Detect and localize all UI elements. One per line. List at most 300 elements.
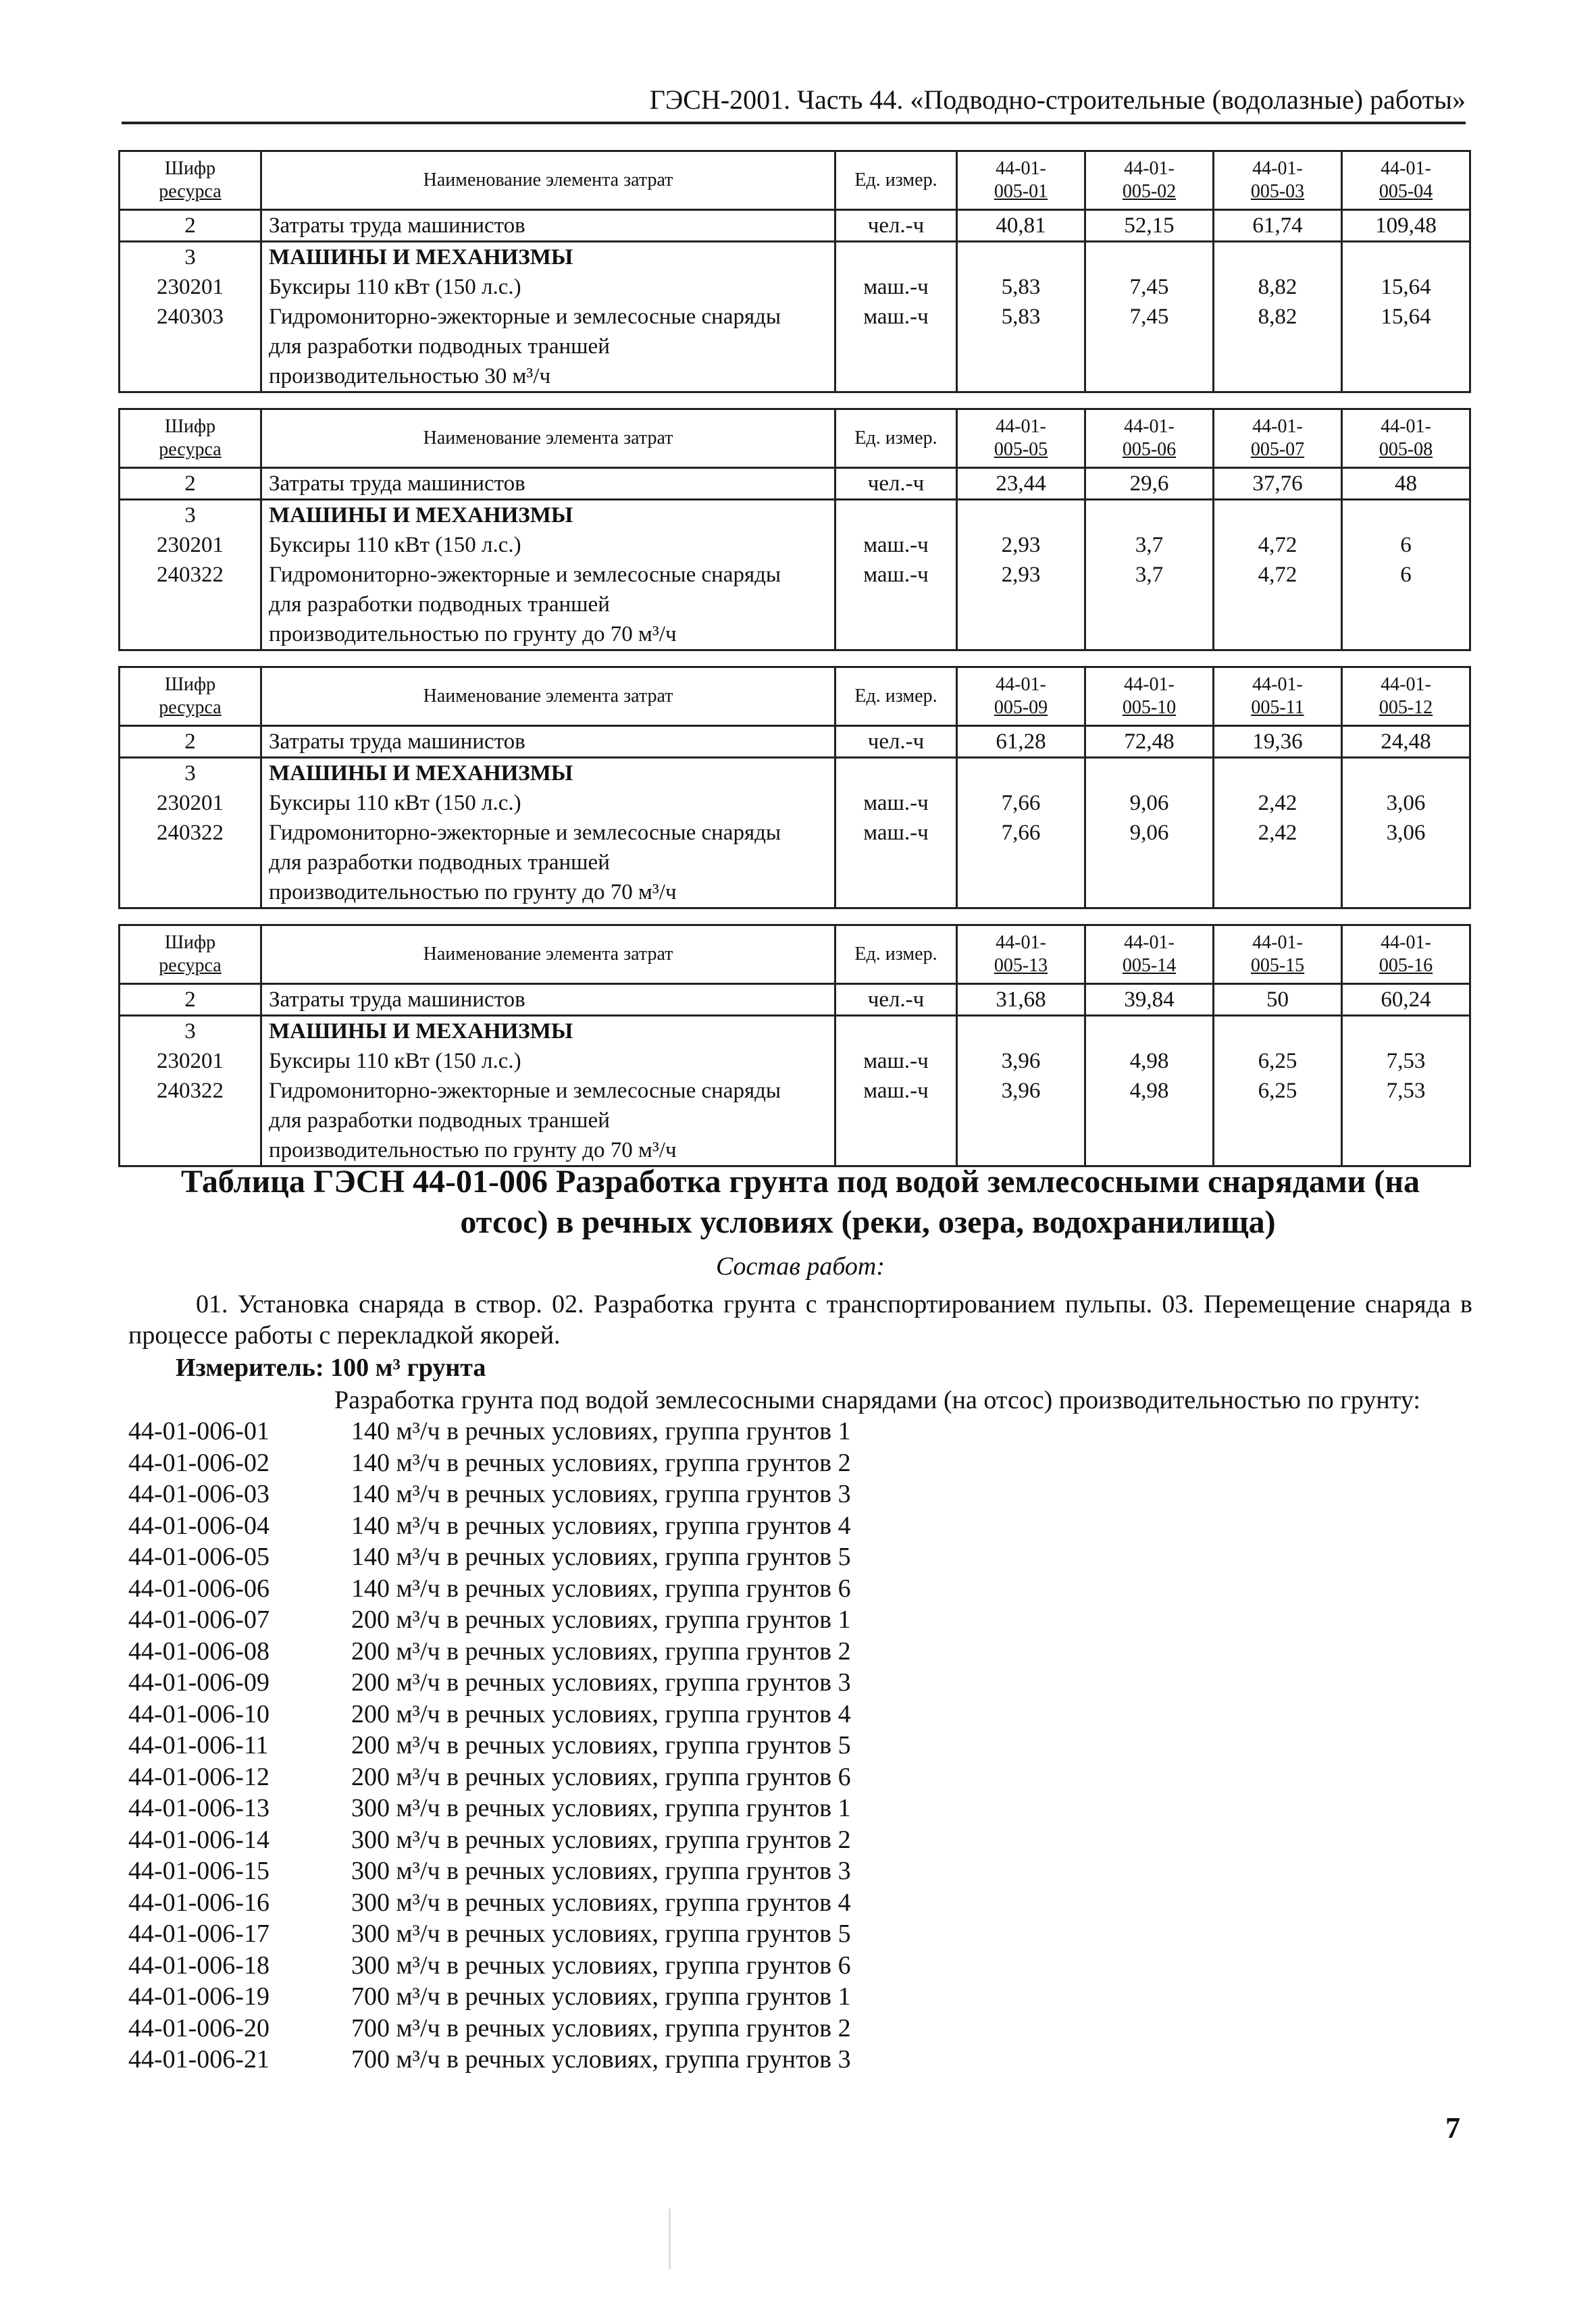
norm-code-part1: 44-01-: [1124, 674, 1175, 695]
value-spacer: [1349, 759, 1462, 788]
tug-value: 7,66: [1001, 791, 1041, 815]
section-title-line1: Таблица ГЭСН 44-01-006 Разработка грунта под водой землесосными снарядами (на: [181, 1164, 1420, 1200]
unit-spacer: [843, 1017, 949, 1046]
norm-item: [128, 1604, 1472, 1636]
norm-code-part2: 005-04: [1379, 181, 1433, 202]
value-spacer: [1349, 500, 1462, 530]
norm-code-part2: 005-10: [1122, 697, 1177, 718]
cell-unit-stack: [835, 242, 957, 392]
labor-row: [120, 210, 1470, 242]
header-cell-unit: Ед. измер.: [835, 409, 957, 468]
header-cell-unit: Ед. измер.: [835, 925, 957, 984]
resource-table: [118, 924, 1471, 1167]
cell-value: 37,76: [1214, 468, 1342, 500]
header-cell-name: Наименование элемента затрат: [261, 667, 835, 726]
cell-value-stack: [1342, 1016, 1470, 1166]
cell-value: 72,48: [1085, 726, 1214, 758]
work-composition-text: 01. Установка снаряда в створ. 02. Разработка грунта с транспортированием пульпы. 03. Перемещение снаряда в процессе работы с перекладкой якорей.: [128, 1290, 1472, 1349]
tug-unit: маш.-ч: [863, 275, 929, 299]
header-cell-norm: [1085, 925, 1214, 984]
norm-item: [128, 1918, 1472, 1950]
norm-item-code: 44-01-006-04: [128, 1511, 269, 1540]
tug-code: 230201: [157, 533, 224, 557]
header-cell-unit: Ед. измер.: [835, 667, 957, 726]
header-cell-norm: [1342, 151, 1470, 210]
scan-fold-mark: [669, 2209, 671, 2269]
value-spacer: [1093, 759, 1206, 788]
norm-code-part1: 44-01-: [1381, 674, 1431, 695]
norm-code-part2: 005-15: [1250, 955, 1305, 976]
norm-item-text: 700 м³/ч в речных условиях, группа грунтов 1: [351, 1982, 851, 2011]
dredge-value: 3,7: [1135, 563, 1164, 587]
norm-item-text: 300 м³/ч в речных условиях, группа грунтов 2: [351, 1825, 851, 1854]
tug-value: 2,42: [1258, 791, 1297, 815]
norm-item-code: 44-01-006-03: [128, 1480, 269, 1508]
norm-item: [128, 1667, 1472, 1699]
value-spacer: [1221, 759, 1334, 788]
machines-title: МАШИНЫ И МЕХАНИЗМЫ: [269, 503, 573, 528]
norm-item: [128, 1730, 1472, 1762]
norm-item-text: 300 м³/ч в речных условиях, группа грунтов 1: [351, 1794, 851, 1822]
cell-value: 23,44: [957, 468, 1085, 500]
dredge-value: 2,42: [1258, 821, 1297, 845]
norm-item-text: 700 м³/ч в речных условиях, группа грунтов 3: [351, 2045, 851, 2074]
dredge-value: 8,82: [1258, 305, 1297, 329]
machines-row: [120, 500, 1470, 650]
norm-item: [128, 1887, 1472, 1919]
cell-name: Затраты труда машинистов: [261, 984, 835, 1016]
header-cell-norm: [1085, 667, 1214, 726]
header-code-line1: Шифр: [164, 674, 216, 695]
dredge-name-line: производительностью по грунту до 70 м³/ч: [269, 1138, 677, 1162]
cell-unit: чел.-ч: [835, 210, 957, 242]
norm-item-code: 44-01-006-02: [128, 1448, 269, 1477]
tug-name: Буксиры 110 кВт (150 л.с.): [269, 1049, 521, 1073]
cell-value-stack: [1214, 1016, 1342, 1166]
cell-name: Затраты труда машинистов: [261, 468, 835, 500]
norm-item-code: 44-01-006-08: [128, 1637, 269, 1666]
cell-code-stack: [120, 1016, 261, 1166]
norm-item-text: 140 м³/ч в речных условиях, группа грунтов 1: [351, 1417, 851, 1445]
norm-item: [128, 1510, 1472, 1542]
tug-value: 3,06: [1386, 791, 1426, 815]
unit-spacer: [843, 500, 949, 530]
header-cell-norm: [1214, 151, 1342, 210]
machines-title: МАШИНЫ И МЕХАНИЗМЫ: [269, 761, 573, 786]
header-code-line2: ресурса: [159, 439, 222, 460]
cell-code: 2: [120, 984, 261, 1016]
norm-code-part2: 005-08: [1379, 439, 1433, 460]
value-spacer: [1093, 242, 1206, 272]
header-cell-norm: [957, 151, 1085, 210]
dredge-name-line: производительностью по грунту до 70 м³/ч: [269, 880, 677, 904]
dredge-code: 240322: [157, 821, 224, 845]
header-cell-norm: [1085, 409, 1214, 468]
labor-row: [120, 468, 1470, 500]
norm-code-part1: 44-01-: [1381, 416, 1431, 437]
norm-item: [128, 1981, 1472, 2013]
cell-value-stack: [1214, 758, 1342, 908]
header-cell-code: [120, 925, 261, 984]
labor-row: [120, 726, 1470, 758]
header-cell-norm: [957, 925, 1085, 984]
norm-item-code: 44-01-006-05: [128, 1543, 269, 1571]
norm-item: [128, 2044, 1472, 2076]
dredge-value: 3,96: [1001, 1079, 1041, 1103]
norm-item: [128, 1762, 1472, 1793]
norm-code-part1: 44-01-: [996, 674, 1046, 695]
unit-spacer: [843, 242, 949, 272]
tug-value: 3,96: [1001, 1049, 1041, 1073]
value-spacer: [964, 242, 1077, 272]
tug-value: 15,64: [1381, 275, 1431, 299]
dredge-name-line: Гидромониторно-эжекторные и землесосные снаряды: [269, 821, 781, 845]
norm-item: [128, 1573, 1472, 1605]
cell-value: 24,48: [1342, 726, 1470, 758]
header-cell-name: Наименование элемента затрат: [261, 925, 835, 984]
value-spacer: [964, 500, 1077, 530]
norm-code-part1: 44-01-: [1124, 158, 1175, 179]
cell-value-stack: [957, 500, 1085, 650]
dredge-value: 2,93: [1001, 563, 1041, 587]
resource-table: [118, 150, 1471, 393]
tug-code: 230201: [157, 791, 224, 815]
cell-value-stack: [957, 1016, 1085, 1166]
value-spacer: [964, 1017, 1077, 1046]
cell-unit-stack: [835, 500, 957, 650]
norm-item-text: 300 м³/ч в речных условиях, группа грунтов 3: [351, 1857, 851, 1885]
header-cell-unit: Ед. измер.: [835, 151, 957, 210]
header-cell-norm: [1342, 409, 1470, 468]
cell-value-stack: [1342, 242, 1470, 392]
cell-code: 2: [120, 726, 261, 758]
header-cell-norm: [1214, 667, 1342, 726]
cell-unit: чел.-ч: [835, 468, 957, 500]
header-cell-norm: [1342, 925, 1470, 984]
norm-code-part1: 44-01-: [996, 158, 1046, 179]
norm-item-code: 44-01-006-18: [128, 1951, 269, 1980]
cell-code-stack: [120, 758, 261, 908]
dredge-value: 3,06: [1386, 821, 1426, 845]
cell-value: 61,74: [1214, 210, 1342, 242]
cell-unit-stack: [835, 758, 957, 908]
cell-unit-stack: [835, 1016, 957, 1166]
header-code-line1: Шифр: [164, 932, 216, 953]
cell-value: 61,28: [957, 726, 1085, 758]
machines-code: 3: [184, 761, 196, 786]
cell-value-stack: [957, 242, 1085, 392]
dredge-name-line: для разработки подводных траншей: [269, 592, 610, 617]
norm-item-text: 300 м³/ч в речных условиях, группа грунтов 4: [351, 1888, 851, 1917]
dredge-code: 240303: [157, 305, 224, 329]
resource-table: [118, 666, 1471, 909]
dredge-value: 9,06: [1129, 821, 1169, 845]
cell-name-stack: [261, 1016, 835, 1166]
norm-code-part2: 005-14: [1122, 955, 1177, 976]
header-code-line1: Шифр: [164, 158, 216, 179]
value-spacer: [1349, 1017, 1462, 1046]
tug-value: 9,06: [1129, 791, 1169, 815]
dredge-unit: маш.-ч: [863, 821, 929, 845]
norm-item-text: 700 м³/ч в речных условиях, группа грунтов 2: [351, 2013, 851, 2042]
norm-code-part2: 005-07: [1250, 439, 1305, 460]
header-text: ГЭСН-2001. Часть 44. «Подводно-строительные (водолазные) работы»: [649, 84, 1466, 115]
norm-item-code: 44-01-006-17: [128, 1920, 269, 1948]
tug-name: Буксиры 110 кВт (150 л.с.): [269, 533, 521, 557]
labor-row: [120, 984, 1470, 1016]
cell-value: 39,84: [1085, 984, 1214, 1016]
header-cell-norm: [1214, 409, 1342, 468]
unit-spacer: [843, 759, 949, 788]
cell-unit: чел.-ч: [835, 984, 957, 1016]
work-composition-label: Состав работ:: [715, 1252, 885, 1281]
norm-item: [128, 1793, 1472, 1824]
norm-item: [128, 1416, 1472, 1447]
dredge-value: 5,83: [1001, 305, 1041, 329]
dredge-name-line: для разработки подводных траншей: [269, 1108, 610, 1133]
norm-item-code: 44-01-006-06: [128, 1574, 269, 1603]
norm-code-part2: 005-12: [1379, 697, 1433, 718]
tug-value: 7,53: [1386, 1049, 1426, 1073]
norm-code-part1: 44-01-: [1252, 416, 1303, 437]
norm-code-part2: 005-13: [994, 955, 1048, 976]
measure-unit: Измеритель: 100 м³ грунта: [176, 1354, 486, 1382]
table-header-row: [120, 667, 1470, 726]
cell-name-stack: [261, 758, 835, 908]
norm-item-text: 140 м³/ч в речных условиях, группа грунтов 6: [351, 1574, 851, 1603]
cell-value-stack: [1085, 1016, 1214, 1166]
header-cell-norm: [957, 409, 1085, 468]
cell-name: Затраты труда машинистов: [261, 726, 835, 758]
cell-value: 48: [1342, 468, 1470, 500]
norm-item-text: 200 м³/ч в речных условиях, группа грунтов 5: [351, 1731, 851, 1759]
machines-title: МАШИНЫ И МЕХАНИЗМЫ: [269, 245, 573, 269]
section-description: Разработка грунта под водой землесосными снарядами (на отсос) производительностью по грунту:: [334, 1386, 1420, 1414]
tug-value: 6: [1400, 533, 1412, 557]
norm-item-code: 44-01-006-14: [128, 1825, 269, 1854]
norm-code-part1: 44-01-: [996, 416, 1046, 437]
dredge-name-line: производительностью по грунту до 70 м³/ч: [269, 622, 677, 646]
tug-name: Буксиры 110 кВт (150 л.с.): [269, 791, 521, 815]
dredge-value: 7,66: [1001, 821, 1041, 845]
tug-value: 8,82: [1258, 275, 1297, 299]
running-header: [122, 80, 1466, 124]
norm-item-text: 300 м³/ч в речных условиях, группа грунтов 6: [351, 1951, 851, 1980]
page-number: 7: [1445, 2111, 1460, 2144]
norm-item-code: 44-01-006-10: [128, 1699, 269, 1728]
header-code-line2: ресурса: [159, 955, 222, 976]
resource-table: [118, 408, 1471, 651]
tug-name: Буксиры 110 кВт (150 л.с.): [269, 275, 521, 299]
table-header-row: [120, 925, 1470, 984]
dredge-code: 240322: [157, 1079, 224, 1103]
norm-item-text: 200 м³/ч в речных условиях, группа грунтов 3: [351, 1668, 851, 1697]
norm-item-code: 44-01-006-07: [128, 1605, 269, 1634]
dredge-name-line: Гидромониторно-эжекторные и землесосные снаряды: [269, 1079, 781, 1103]
cell-value-stack: [957, 758, 1085, 908]
cell-value: 31,68: [957, 984, 1085, 1016]
header-code-line2: ресурса: [159, 181, 222, 202]
section-title-line2: отсос) в речных условиях (реки, озера, водохранилища): [460, 1204, 1276, 1240]
norm-item: [128, 2013, 1472, 2045]
cell-value-stack: [1085, 500, 1214, 650]
cell-code-stack: [120, 242, 261, 392]
cell-value-stack: [1214, 500, 1342, 650]
header-code-line2: ресурса: [159, 697, 222, 718]
norm-item-code: 44-01-006-09: [128, 1668, 269, 1697]
resource-tables: [118, 150, 1469, 1182]
tug-unit: маш.-ч: [863, 1049, 929, 1073]
dredge-value: 7,45: [1129, 305, 1169, 329]
norm-item-text: 300 м³/ч в речных условиях, группа грунтов 5: [351, 1920, 851, 1948]
machines-row: [120, 242, 1470, 392]
dredge-unit: маш.-ч: [863, 305, 929, 329]
norm-item: [128, 1699, 1472, 1730]
norm-item-code: 44-01-006-20: [128, 2013, 269, 2042]
norm-code-part2: 005-01: [994, 181, 1048, 202]
section-006: [128, 1162, 1472, 2076]
norm-code-part1: 44-01-: [1381, 158, 1431, 179]
cell-name-stack: [261, 500, 835, 650]
value-spacer: [1093, 500, 1206, 530]
tug-code: 230201: [157, 1049, 224, 1073]
cell-value-stack: [1342, 500, 1470, 650]
cell-value: 109,48: [1342, 210, 1470, 242]
machines-code: 3: [184, 1019, 196, 1044]
dredge-name-line: для разработки подводных траншей: [269, 850, 610, 875]
header-cell-code: [120, 151, 261, 210]
norm-item: [128, 1447, 1472, 1479]
norm-code-part1: 44-01-: [1124, 932, 1175, 953]
machines-code: 3: [184, 245, 196, 269]
norm-item-text: 140 м³/ч в речных условиях, группа грунтов 5: [351, 1543, 851, 1571]
norm-code-part2: 005-09: [994, 697, 1048, 718]
machines-row: [120, 758, 1470, 908]
dredge-name-line: производительностью 30 м³/ч: [269, 364, 551, 388]
cell-name-stack: [261, 242, 835, 392]
norm-item-text: 200 м³/ч в речных условиях, группа грунтов 6: [351, 1762, 851, 1791]
machines-code: 3: [184, 503, 196, 528]
value-spacer: [1221, 500, 1334, 530]
header-cell-name: Наименование элемента затрат: [261, 409, 835, 468]
norm-code-part1: 44-01-: [1252, 932, 1303, 953]
dredge-name-line: для разработки подводных траншей: [269, 334, 610, 359]
header-cell-norm: [1085, 151, 1214, 210]
norm-item: [128, 1950, 1472, 1982]
norm-code-part1: 44-01-: [996, 932, 1046, 953]
header-cell-code: [120, 667, 261, 726]
value-spacer: [1221, 242, 1334, 272]
norm-item: [128, 1636, 1472, 1668]
dredge-name-line: Гидромониторно-эжекторные и землесосные снаряды: [269, 563, 781, 587]
cell-value-stack: [1085, 758, 1214, 908]
cell-value-stack: [1214, 242, 1342, 392]
norm-item-text: 200 м³/ч в речных условиях, группа грунтов 1: [351, 1605, 851, 1634]
tug-code: 230201: [157, 275, 224, 299]
norm-item-text: 140 м³/ч в речных условиях, группа грунтов 2: [351, 1448, 851, 1477]
norm-item-code: 44-01-006-12: [128, 1762, 269, 1791]
norm-code-part2: 005-05: [994, 439, 1048, 460]
norm-item-text: 140 м³/ч в речных условиях, группа грунтов 4: [351, 1511, 851, 1540]
value-spacer: [964, 759, 1077, 788]
norm-item-text: 200 м³/ч в речных условиях, группа грунтов 4: [351, 1699, 851, 1728]
norm-code-part1: 44-01-: [1252, 674, 1303, 695]
dredge-code: 240322: [157, 563, 224, 587]
machines-row: [120, 1016, 1470, 1166]
tug-value: 3,7: [1135, 533, 1164, 557]
norm-item: [128, 1855, 1472, 1887]
norm-item-code: 44-01-006-15: [128, 1857, 269, 1885]
tug-value: 4,98: [1129, 1049, 1169, 1073]
cell-value: 50: [1214, 984, 1342, 1016]
header-cell-norm: [1342, 667, 1470, 726]
value-spacer: [1349, 242, 1462, 272]
dredge-unit: маш.-ч: [863, 1079, 929, 1103]
norm-item-code: 44-01-006-16: [128, 1888, 269, 1917]
norm-item: [128, 1479, 1472, 1510]
norm-code-part1: 44-01-: [1252, 158, 1303, 179]
cell-code: 2: [120, 468, 261, 500]
header-cell-name: Наименование элемента затрат: [261, 151, 835, 210]
table-header-row: [120, 409, 1470, 468]
value-spacer: [1093, 1017, 1206, 1046]
norm-item-code: 44-01-006-01: [128, 1417, 269, 1445]
dredge-value: 4,98: [1129, 1079, 1169, 1103]
tug-value: 6,25: [1258, 1049, 1297, 1073]
norm-code-part2: 005-06: [1122, 439, 1177, 460]
table-header-row: [120, 151, 1470, 210]
dredge-value: 7,53: [1386, 1079, 1426, 1103]
norm-list: [128, 1416, 1472, 2076]
norm-code-part2: 005-11: [1251, 697, 1304, 718]
dredge-name-line: Гидромониторно-эжекторные и землесосные снаряды: [269, 305, 781, 329]
value-spacer: [1221, 1017, 1334, 1046]
dredge-value: 6: [1400, 563, 1412, 587]
header-cell-norm: [957, 667, 1085, 726]
norm-code-part2: 005-16: [1379, 955, 1433, 976]
dredge-value: 6,25: [1258, 1079, 1297, 1103]
norm-code-part1: 44-01-: [1124, 416, 1175, 437]
cell-value: 29,6: [1085, 468, 1214, 500]
norm-item-code: 44-01-006-11: [128, 1731, 269, 1759]
cell-value: 52,15: [1085, 210, 1214, 242]
tug-value: 7,45: [1129, 275, 1169, 299]
tug-value: 2,93: [1001, 533, 1041, 557]
header-cell-norm: [1214, 925, 1342, 984]
norm-item: [128, 1541, 1472, 1573]
norm-item-text: 140 м³/ч в речных условиях, группа грунтов 3: [351, 1480, 851, 1508]
cell-value-stack: [1085, 242, 1214, 392]
cell-code-stack: [120, 500, 261, 650]
machines-title: МАШИНЫ И МЕХАНИЗМЫ: [269, 1019, 573, 1044]
norm-code-part2: 005-03: [1250, 181, 1305, 202]
cell-name: Затраты труда машинистов: [261, 210, 835, 242]
tug-value: 5,83: [1001, 275, 1041, 299]
tug-unit: маш.-ч: [863, 533, 929, 557]
cell-value: 19,36: [1214, 726, 1342, 758]
cell-value: 60,24: [1342, 984, 1470, 1016]
norm-item: [128, 1824, 1472, 1856]
norm-item-code: 44-01-006-19: [128, 1982, 269, 2011]
cell-value-stack: [1342, 758, 1470, 908]
header-cell-code: [120, 409, 261, 468]
header-code-line1: Шифр: [164, 416, 216, 437]
norm-code-part1: 44-01-: [1381, 932, 1431, 953]
norm-code-part2: 005-02: [1122, 181, 1177, 202]
norm-item-text: 200 м³/ч в речных условиях, группа грунтов 2: [351, 1637, 851, 1666]
tug-unit: маш.-ч: [863, 791, 929, 815]
cell-code: 2: [120, 210, 261, 242]
